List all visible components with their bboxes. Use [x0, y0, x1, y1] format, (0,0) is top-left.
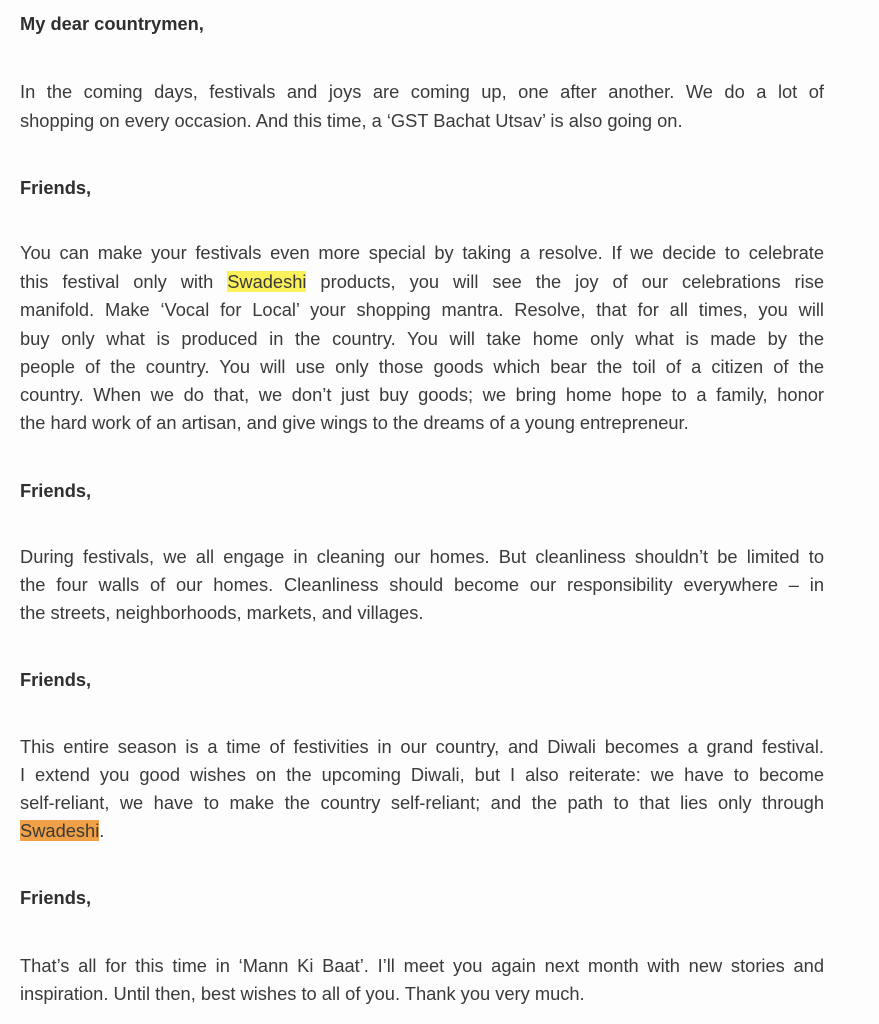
- friends-heading: Friends,: [20, 669, 92, 690]
- paragraph-line: the hard work of an artisan, and give wings to the dreams of a young entrepreneur.: [20, 412, 689, 433]
- friends-heading: Friends,: [20, 177, 92, 198]
- paragraph-line: people of the country. You will use only those goods which bear the toil of a citizen of the: [20, 356, 824, 377]
- paragraph-line: manifold. Make ‘Vocal for Local’ your shopping mantra. Resolve, that for all times, you will: [20, 299, 824, 320]
- paragraph-line: This entire season is a time of festivities in our country, and Diwali becomes a grand festival.: [20, 736, 824, 757]
- highlight-swadeshi: Swadeshi: [227, 271, 307, 292]
- line-text: products, you will see the joy of our celebrations rise: [306, 271, 824, 292]
- paragraph-line: [20, 268, 824, 297]
- paragraph-line: shopping on every occasion. And this time, a ‘GST Bachat Utsav’ is also going on.: [20, 110, 683, 131]
- friends-heading: Friends,: [20, 480, 92, 501]
- salutation: My dear countrymen,: [20, 13, 204, 34]
- paragraph-line: That’s all for this time in ‘Mann Ki Baat’. I’ll meet you again next month with new stories and: [20, 955, 824, 976]
- paragraph-line: country. When we do that, we don’t just buy goods; we bring home hope to a family, honor: [20, 384, 824, 405]
- paragraph-line: [20, 817, 824, 846]
- highlight-swadeshi: Swadeshi: [20, 820, 100, 841]
- line-text: this festival only with: [20, 271, 228, 292]
- paragraph-line: self-reliant, we have to make the country self-reliant; and the path to that lies only through: [20, 792, 824, 813]
- line-text: .: [99, 820, 105, 841]
- paragraph-line: buy only what is produced in the country. You will take home only what is made by the: [20, 328, 824, 349]
- friends-heading: Friends,: [20, 887, 92, 908]
- paragraph-line: During festivals, we all engage in cleaning our homes. But cleanliness shouldn’t be limited to: [20, 546, 824, 567]
- paragraph-line: I extend you good wishes on the upcoming Diwali, but I also reiterate: we have to become: [20, 764, 824, 785]
- paragraph-line: You can make your festivals even more special by taking a resolve. If we decide to celebrate: [20, 242, 824, 263]
- paragraph-line: inspiration. Until then, best wishes to all of you. Thank you very much.: [20, 983, 585, 1004]
- paragraph-line: In the coming days, festivals and joys are coming up, one after another. We do a lot of: [20, 81, 824, 102]
- paragraph-line: the streets, neighborhoods, markets, and villages.: [20, 602, 424, 623]
- paragraph-line: the four walls of our homes. Cleanliness should become our responsibility everywhere – in: [20, 574, 824, 595]
